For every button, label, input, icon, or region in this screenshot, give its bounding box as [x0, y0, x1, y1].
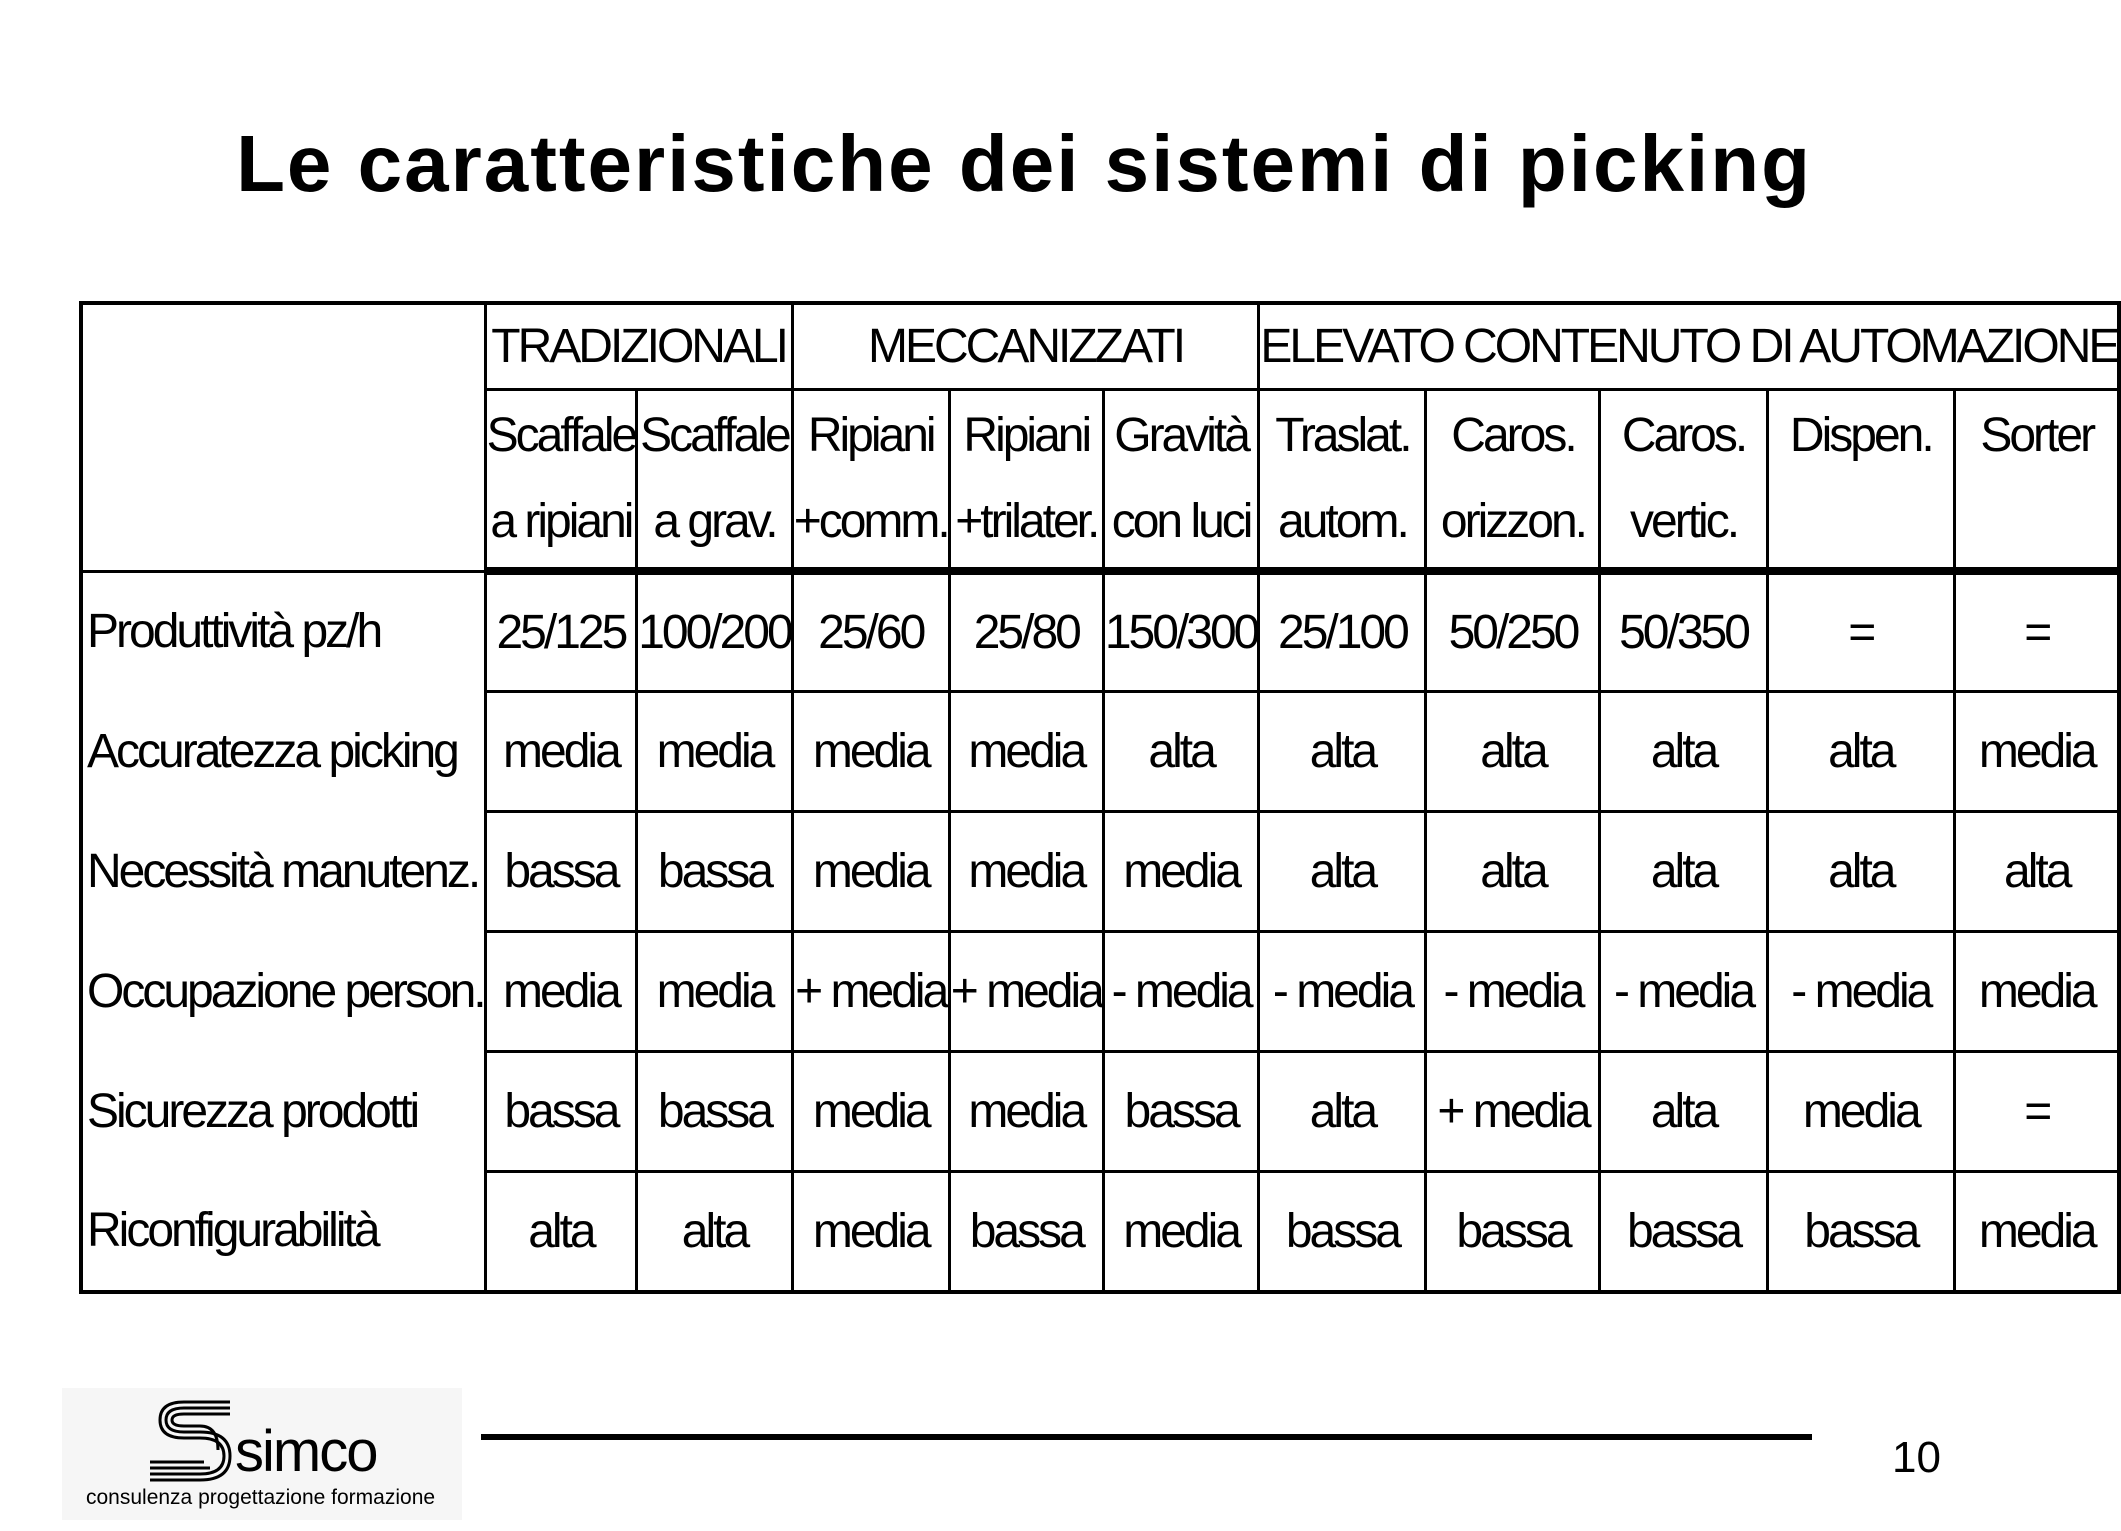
table-cell: media — [949, 692, 1103, 812]
table-cell: bassa — [637, 812, 793, 932]
table-cell: media — [792, 1172, 949, 1293]
table-cell: media — [485, 932, 637, 1052]
table-cell: bassa — [1103, 1052, 1259, 1172]
table-cell: bassa — [485, 812, 637, 932]
table-cell: alta — [1600, 812, 1767, 932]
row-label: Sicurezza prodotti — [81, 1052, 485, 1172]
table-cell: alta — [1600, 692, 1767, 812]
table-cell: media — [949, 1052, 1103, 1172]
table-cell: = — [1955, 1052, 2120, 1172]
table-cell: alta — [1259, 1052, 1426, 1172]
logo-wordmark: simco — [235, 1419, 377, 1484]
row-label: Produttività pz/h — [81, 571, 485, 692]
table-cell: alta — [1767, 692, 1954, 812]
table-cell: bassa — [485, 1052, 637, 1172]
table-cell: media — [949, 812, 1103, 932]
table-cell: media — [637, 932, 793, 1052]
table-cell: + media — [1426, 1052, 1600, 1172]
footer-divider — [481, 1434, 1812, 1440]
table-cell: bassa — [637, 1052, 793, 1172]
table-cell: 25/100 — [1259, 571, 1426, 692]
table-cell: media — [792, 812, 949, 932]
column-header: Dispen. — [1767, 390, 1954, 572]
column-header-row — [81, 390, 2119, 572]
table-cell: 150/300 — [1103, 571, 1259, 692]
picking-systems-table — [79, 301, 2121, 1294]
table-cell: media — [1103, 812, 1259, 932]
table-cell: + media — [949, 932, 1103, 1052]
group-header-row — [81, 303, 2119, 390]
table-row — [81, 812, 2119, 932]
picking-systems-table-wrapper — [79, 301, 2121, 1294]
table-cell: alta — [1259, 812, 1426, 932]
column-header: Gravità con luci — [1103, 390, 1259, 572]
table-cell: = — [1955, 571, 2120, 692]
page-title: Le caratteristiche dei sistemi di picking — [236, 119, 1812, 208]
column-header: Ripiani +trilater. — [949, 390, 1103, 572]
table-cell: alta — [1955, 812, 2120, 932]
table-cell: alta — [1426, 692, 1600, 812]
table-cell: media — [1955, 1172, 2120, 1293]
table-cell: alta — [1600, 1052, 1767, 1172]
column-header: Caros. orizzon. — [1426, 390, 1600, 572]
table-row — [81, 692, 2119, 812]
table-cell: 50/250 — [1426, 571, 1600, 692]
table-cell: 50/350 — [1600, 571, 1767, 692]
table-cell: - media — [1426, 932, 1600, 1052]
table-cell: media — [485, 692, 637, 812]
table-row — [81, 1172, 2119, 1293]
table-cell: 25/125 — [485, 571, 637, 692]
page-number: 10 — [1892, 1433, 1941, 1482]
table-cell: bassa — [1767, 1172, 1954, 1293]
table-cell: media — [1103, 1172, 1259, 1293]
table-cell: media — [792, 692, 949, 812]
table-cell: media — [792, 1052, 949, 1172]
corner-cell — [81, 303, 485, 390]
column-header: Scaffale a grav. — [637, 390, 793, 572]
column-header: Ripiani +comm. — [792, 390, 949, 572]
row-label: Accuratezza picking — [81, 692, 485, 812]
simco-logo — [62, 1388, 462, 1520]
table-cell: = — [1767, 571, 1954, 692]
column-header: Caros. vertic. — [1600, 390, 1767, 572]
table-row — [81, 932, 2119, 1052]
table-cell: - media — [1600, 932, 1767, 1052]
table-cell: alta — [1426, 812, 1600, 932]
table-cell: - media — [1259, 932, 1426, 1052]
table-cell: alta — [637, 1172, 793, 1293]
table-cell: 25/60 — [792, 571, 949, 692]
group-automazione: ELEVATO CONTENUTO DI AUTOMAZIONE — [1259, 303, 2120, 390]
table-cell: bassa — [1426, 1172, 1600, 1293]
row-label: Occupazione person. — [81, 932, 485, 1052]
group-meccanizzati: MECCANIZZATI — [792, 303, 1259, 390]
table-cell: alta — [1767, 812, 1954, 932]
group-tradizionali: TRADIZIONALI — [485, 303, 792, 390]
table-cell: media — [1955, 932, 2120, 1052]
simco-s-logo-icon — [144, 1394, 240, 1484]
row-label: Necessità manutenz. — [81, 812, 485, 932]
row-label: Riconfigurabilità — [81, 1172, 485, 1293]
column-header: Scaffale a ripiani — [485, 390, 637, 572]
column-header: Traslat. autom. — [1259, 390, 1426, 572]
corner-cell-sub — [81, 390, 485, 572]
table-cell: 25/80 — [949, 571, 1103, 692]
table-cell: bassa — [949, 1172, 1103, 1293]
table-row — [81, 571, 2119, 692]
table-cell: bassa — [1600, 1172, 1767, 1293]
table-cell: - media — [1103, 932, 1259, 1052]
table-cell: - media — [1767, 932, 1954, 1052]
table-cell: media — [637, 692, 793, 812]
table-cell: media — [1955, 692, 2120, 812]
column-header: Sorter — [1955, 390, 2120, 572]
table-cell: media — [1767, 1052, 1954, 1172]
table-cell: 100/200 — [637, 571, 793, 692]
table-cell: alta — [485, 1172, 637, 1293]
table-cell: bassa — [1259, 1172, 1426, 1293]
logo-tagline: consulenza progettazione formazione — [86, 1486, 436, 1509]
table-cell: alta — [1259, 692, 1426, 812]
table-cell: alta — [1103, 692, 1259, 812]
table-cell: + media — [792, 932, 949, 1052]
table-row — [81, 1052, 2119, 1172]
